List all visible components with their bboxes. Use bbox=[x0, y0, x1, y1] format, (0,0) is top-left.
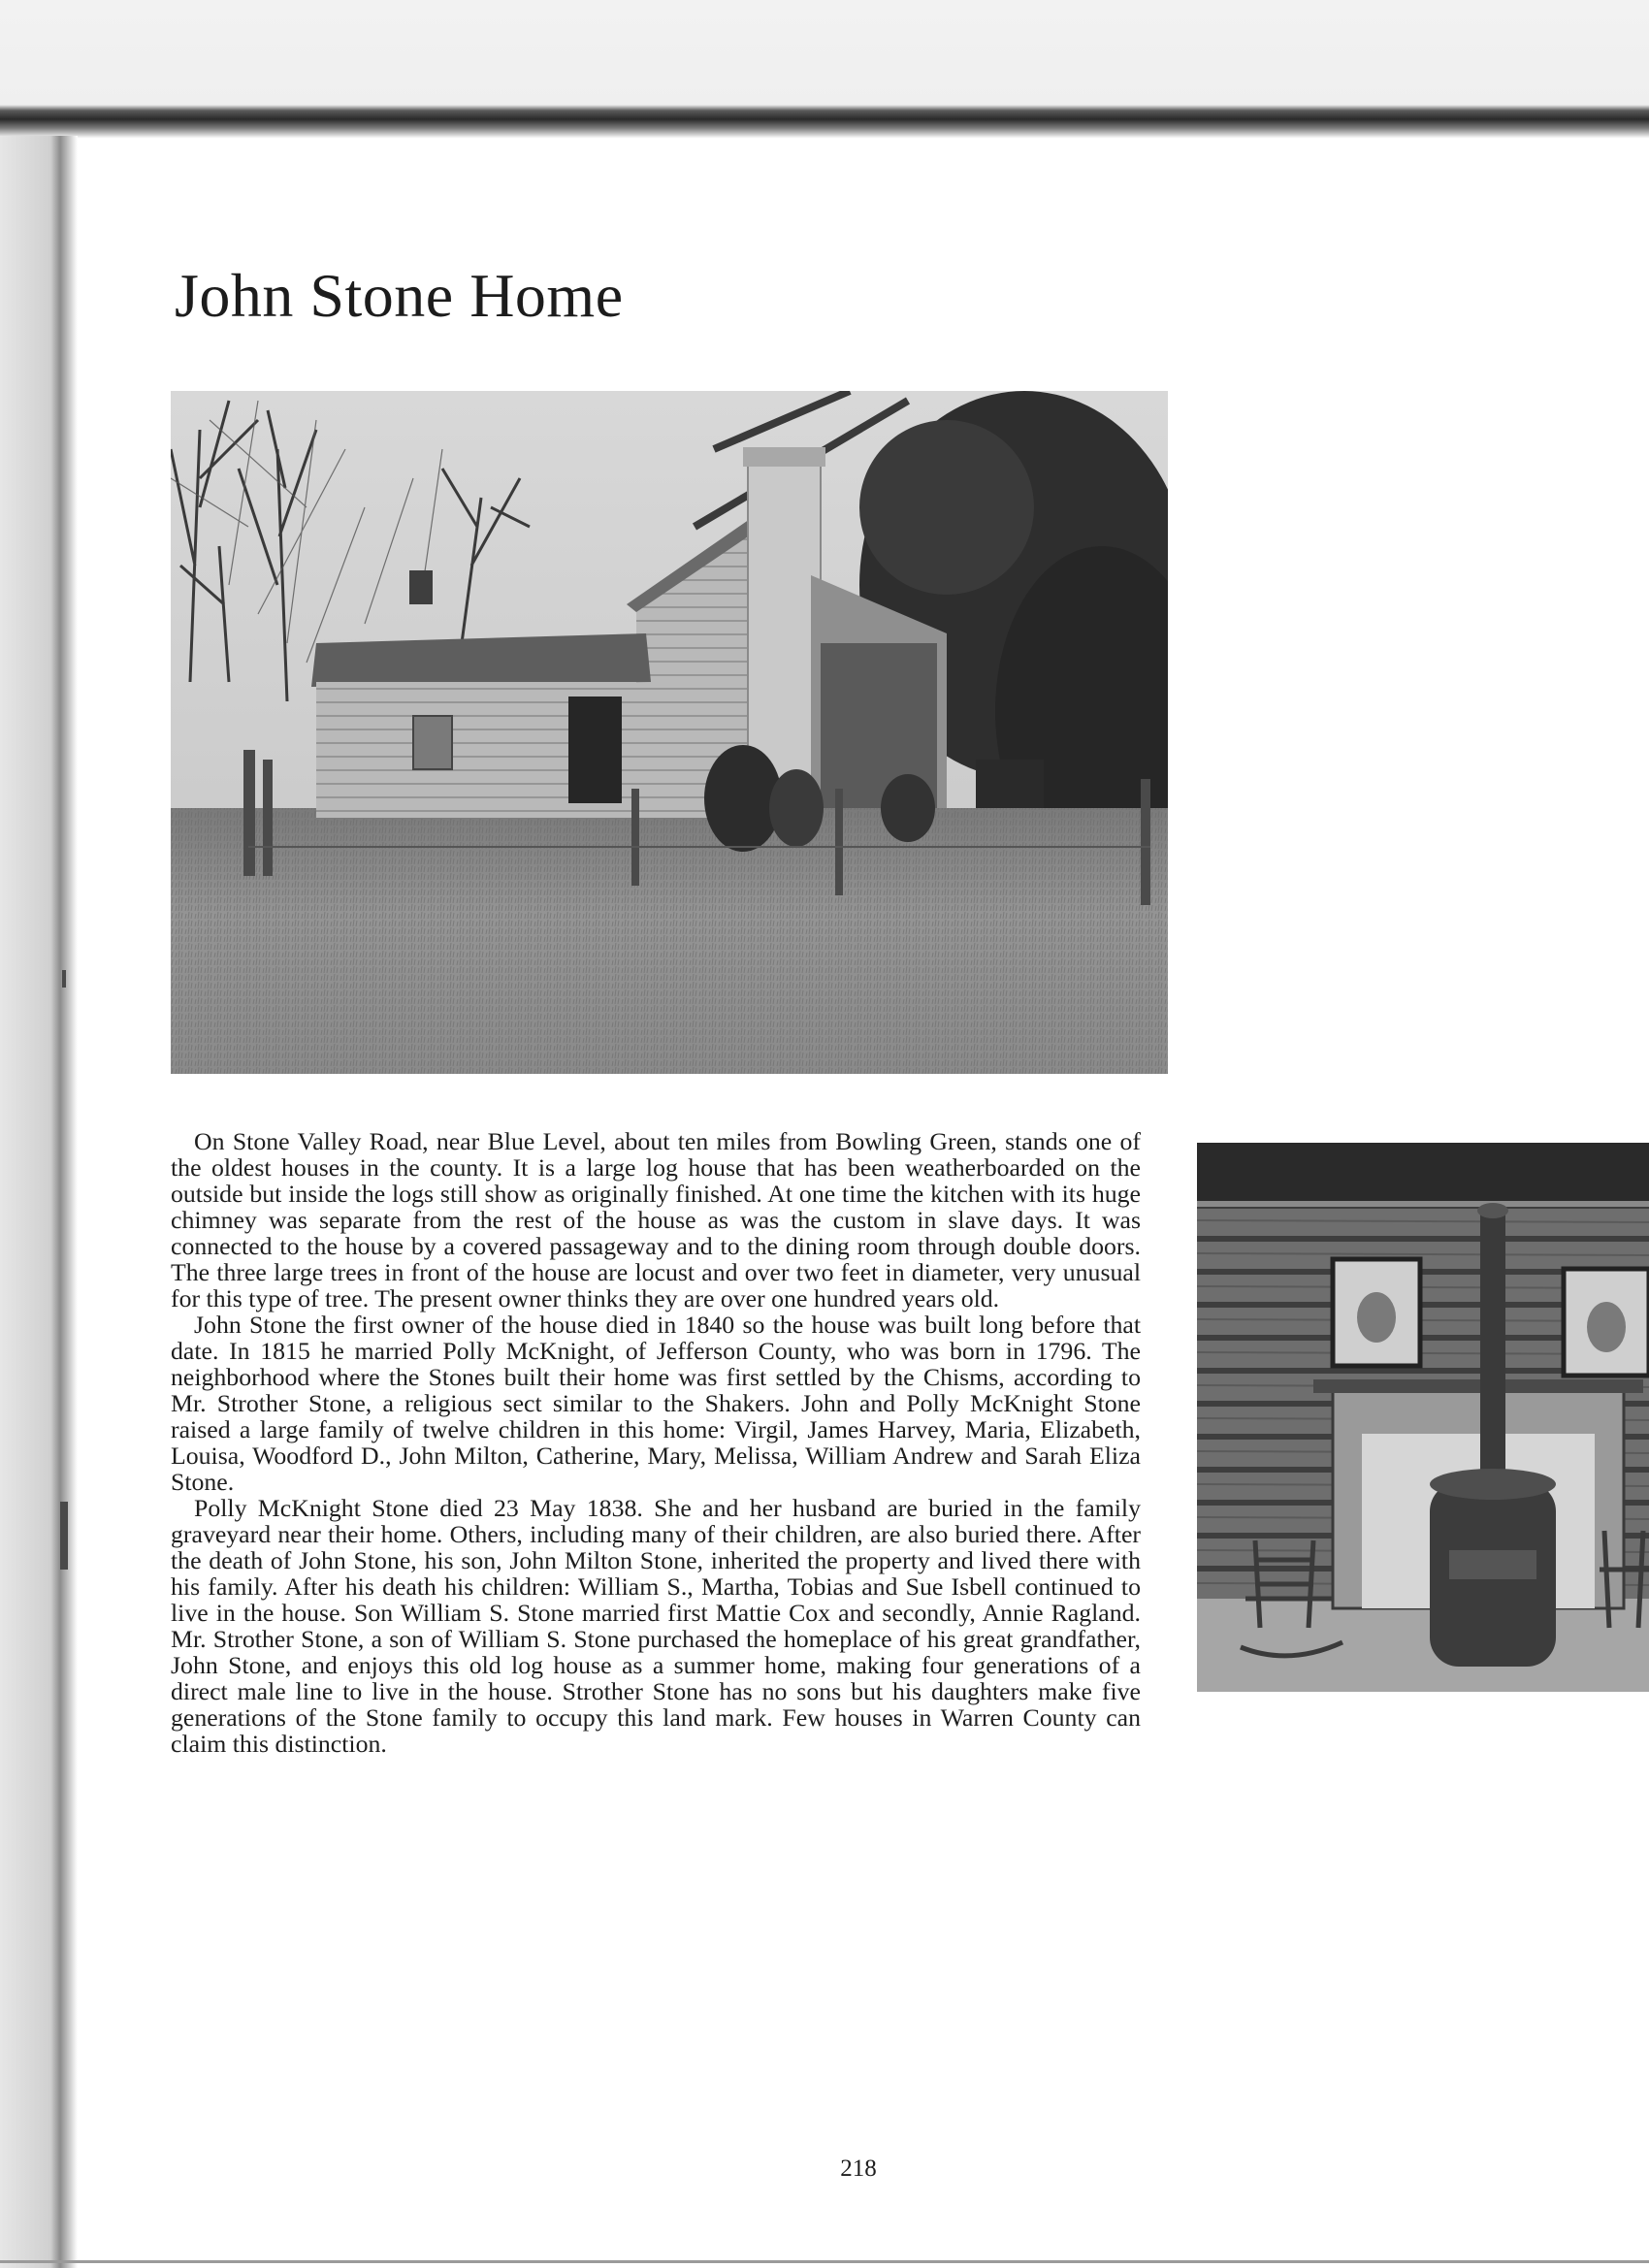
page-number: 218 bbox=[840, 2155, 877, 2182]
paragraph-location: On Stone Valley Road, near Blue Level, about ten miles from Bowling Green, stands one of the oldest houses in the county. It is a large log house that has been weatherboarded on the outside but inside the logs still show as originally finished. At one time the kitchen with its huge chimney was separate from the rest of the house as was the custom in slave days. It was connected to the house by a covered passageway and to the dining room through double doors. The three large trees in front of the house are locust and over two feet in diameter, very unusual for this type of tree. The present owner thinks they are over one hundred years old. bbox=[171, 1127, 1141, 1312]
book-spine-shadow bbox=[0, 136, 78, 2268]
scan-top-border bbox=[0, 0, 1649, 146]
paragraph-family: John Stone the first owner of the house died in 1840 so the house was built long before that date. In 1815 he married Polly McKnight, of Jefferson County, who was born in 1796. The neighborhood where the Stones built their home was first settled by the Chisms, according to Mr. Strother Stone, a religious sect similar to the Shakers. John and Polly McKnight Stone raised a large family of twelve children in this home: Virgil, James Harvey, Maria, Elizabeth, Louisa, Woodford D., John Milton, Catherine, Mary, Melissa, William Andrew and Sarah Eliza Stone. bbox=[171, 1311, 1141, 1496]
spine-mark bbox=[62, 970, 66, 988]
spine-mark bbox=[60, 1502, 68, 1570]
paragraph-generations: Polly McKnight Stone died 23 May 1838. She and her husband are buried in the family graveyard near their home. Others, including many of their children, are also buried there. After the death of John Stone, his son, John Milton Stone, inherited the property and lived there with his family. After his death his children: William S., Martha, Tobias and Sue Isbell continued to live in the house. Son William S. Stone married first Mattie Cox and secondly, Annie Ragland. Mr. Strother Stone, a son of William S. Stone purchased the homeplace of his great grandfather, John Stone, and enjoys this old log house as a summer home, making four generations of a direct male line to live in the house. Strother Stone has no sons but his daughters make five generations of the Stone family to occupy this land mark. Few houses in Warren County can claim this distinction. bbox=[171, 1494, 1141, 1758]
scan-bottom-edge bbox=[0, 2260, 1649, 2263]
house-exterior-photo bbox=[171, 391, 1168, 1074]
article-body bbox=[171, 1128, 1141, 1757]
page-title: John Stone Home bbox=[175, 261, 624, 330]
house-interior-photo bbox=[1197, 1143, 1649, 1692]
